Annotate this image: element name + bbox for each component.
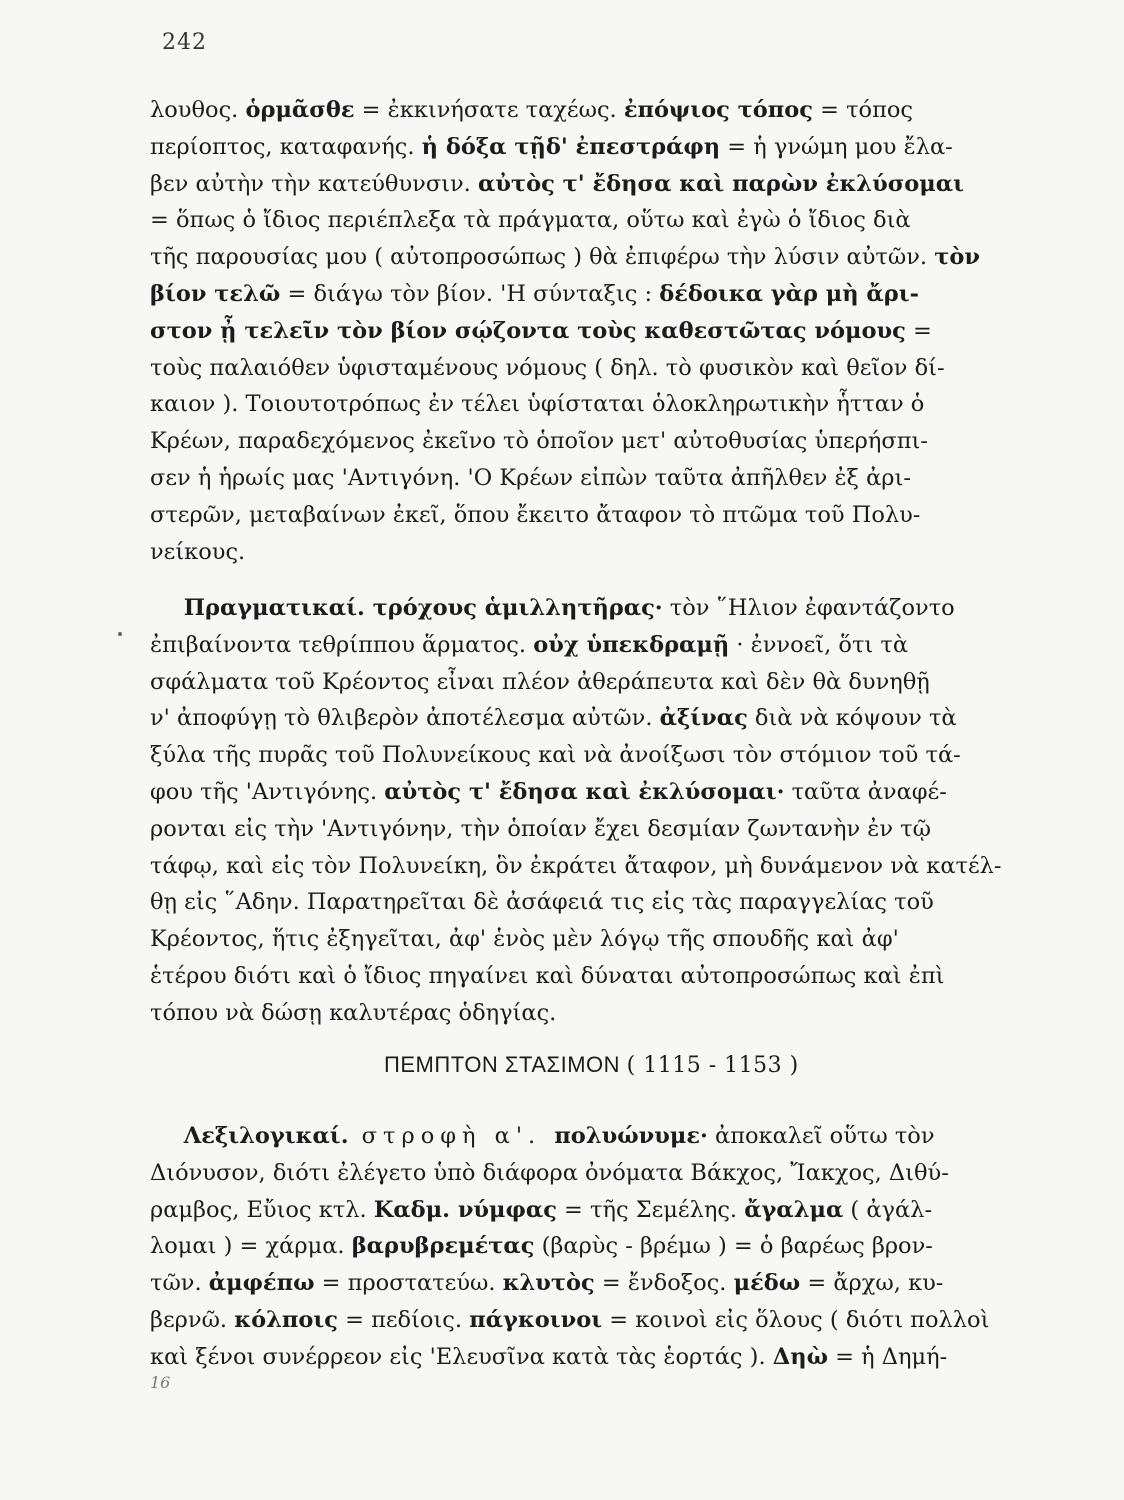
line-range: ( 1115 - 1153 ) xyxy=(626,1053,799,1078)
commentary-paragraph-1: λουθος. ὁρμᾶσθε = ἐκκινήσατε ταχέως. ἐπόψιος τόπος = τόπος περίοπτος, καταφανής. ἡ δόξα τῇδ' ἐπεστράφη = ἡ γνώμη μου ἔλα- βεν αὐτὴν τὴν κατεύθυνσιν. αὐτὸς τ' ἔδησα καὶ παρὼν ἐκλύσομαι = ὅπως ὁ ἴδιος περιέπλεξα τὰ πράγματα, οὕτω καὶ ἐγὼ ὁ ἴδιος διὰ τῆς παρουσίας μου ( αὐτοπροσώπως ) θὰ ἐπιφέρω τὴν λύσιν αὐτῶν. τὸν βίον τελῶ = διάγω τὸν βίον. 'Η σύνταξις : δέδοικα γὰρ μὴ ἄρι- στον ᾖ τελεῖν τὸν βίον σῴζοντα τοὺς καθεστῶτας νόμους = τοὺς παλαιόθεν ὑφισταμένους νόμους ( δηλ. τὸ φυσικὸν καὶ θεῖον δί- καιον ). Τοιουτοτρόπως ἐν τέλει ὑφίσταται ὁλοκληρωτικὴν ἧτταν ὁ Κρέων, παραδεχόμενος ἐκεῖνο τὸ ὁποῖον μετ' αὐτοθυσίας ὑπερήσπι- σεν ἡ ἡρωίς μας 'Αντιγόνη. 'Ο Κρέων εἰπὼν ταῦτα ἀπῆλθεν ἐξ ἀρι- στερῶν, μεταβαίνων ἐκεῖ, ὅπου ἔκειτο ἄταφον τὸ πτῶμα τοῦ Πολυ- νείκους. xyxy=(150,97,980,565)
margin-mark xyxy=(118,632,122,636)
commentary-paragraph-3: Λεξιλογικαί. στροφὴ α'. πολυώνυμε· ἀποκαλεῖ οὕτω τὸν Διόνυσον, διότι ἐλέγετο ὑπὸ διάφορα ὀνόματα Βάκχος, Ἴακχος, Διθύ- ραμβος, Εὔιος κτλ. Καδμ. νύμφας = τῆς Σεμέλης. ἄγαλμα ( ἀγάλ- λομαι ) = χάρμα. βαρυβρεμέτας (βαρὺς - βρέμω ) = ὁ βαρέως βρον- τῶν. ἀμφέπω = προστατεύω. κλυτὸς = ἔνδοξος. μέδω = ἄρχω, κυ- βερνῶ. κόλποις = πεδίοις. πάγκοινοι = κοινοὶ εἰς ὅλους ( διότι πολλοὶ καὶ ξένοι συνέρρεον εἰς 'Ελευσῖνα κατὰ τὰς ἑορτάς ). Δηὼ = ἡ Δημή- xyxy=(150,1123,990,1370)
page-number: 242 xyxy=(162,30,207,55)
commentary-paragraph-2: Πραγματικαί. τρόχους ἁμιλλητῆρας· τὸν ῞Ηλιον ἐφαντάζοντο ἐπιβαίνοντα τεθρίππου ἅρματος. οὐχ ὑπεκδραμῇ · ἐννοεῖ, ὅτι τὰ σφάλματα τοῦ Κρέοντος εἶναι πλέον ἀθεράπευτα καὶ δὲν θὰ δυνηθῇ ν' ἀποφύγῃ τὸ θλιβερὸν ἀποτέλεσμα αὐτῶν. ἀξίνας διὰ νὰ κόψουν τὰ ξύλα τῆς πυρᾶς τοῦ Πολυνείκους καὶ νὰ ἀνοίξωσι τὸν στόμιον τοῦ τά- φου τῆς 'Αντιγόνης. αὐτὸς τ' ἔδησα καὶ ἐκλύσομαι· ταῦτα ἀναφέ- ρονται εἰς τὴν 'Αντιγόνην, τὴν ὁποίαν ἔχει δεσμίαν ζωντανὴν ἐν τῷ τάφῳ, καὶ εἰς τὸν Πολυνείκη, ὃν ἐκράτει ἄταφον, μὴ δυνάμενον νὰ κατέλ- θῃ εἰς ῞Αδην. Παρατηρεῖται δὲ ἀσάφειά τις εἰς τὰς παραγγελίας τοῦ Κρέοντος, ἥτις ἐξηγεῖται, ἀφ' ἑνὸς μὲν λόγῳ τῆς σπουδῆς καὶ ἀφ' ἑτέρου διότι καὶ ὁ ἴδιος πηγαίνει καὶ δύναται αὐτοπροσώπως καὶ ἐπὶ τόπου νὰ δώσῃ καλυτέρας ὁδηγίας. xyxy=(150,595,1002,1026)
section-heading xyxy=(384,1052,799,1078)
section-title: ΠΕΜΠΤΟΝ ΣΤΑΣΙΜΟΝ xyxy=(384,1052,621,1077)
signature-mark: 16 xyxy=(150,1373,171,1392)
